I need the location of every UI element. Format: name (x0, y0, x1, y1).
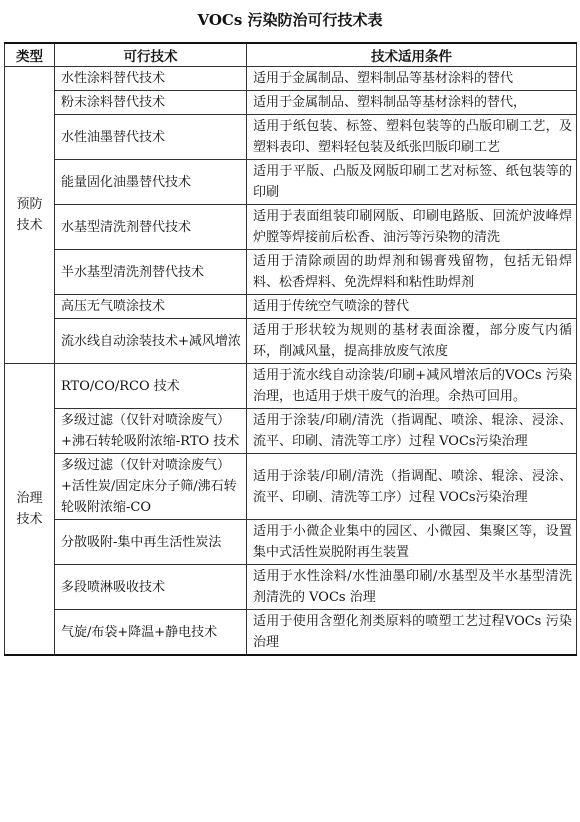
table-row (5, 565, 577, 610)
conditions-cell: 适用于传统空气喷涂的替代 (247, 295, 577, 319)
conditions-cell: 适用于使用含塑化剂类原料的喷塑工艺过程VOCs 污染治理 (247, 610, 577, 656)
conditions-cell: 适用于涂装/印刷/清洗（指调配、喷涂、辊涂、浸涂、流平、印刷、清洗等工序）过程 VOCs污染治理 (247, 409, 577, 454)
table-row (5, 295, 577, 319)
table-row (5, 91, 577, 115)
technology-cell: 多级过滤（仅针对喷涂废气）+活性炭/固定床分子筛/沸石转轮吸附浓缩-CO (55, 454, 247, 520)
technology-cell: RTO/CO/RCO 技术 (55, 364, 247, 409)
header-category: 类型 (5, 43, 55, 67)
category-cell: 预防 技术 (5, 67, 55, 364)
table-row (5, 364, 577, 409)
technology-cell: 分散吸附-集中再生活性炭法 (55, 520, 247, 565)
conditions-cell: 适用于小微企业集中的园区、小微园、集聚区等，设置集中式活性炭脱附再生装置 (247, 520, 577, 565)
conditions-cell: 适用于金属制品、塑料制品等基材涂料的替代， (247, 91, 577, 115)
technology-table (4, 42, 577, 656)
technology-cell: 粉末涂料替代技术 (55, 91, 247, 115)
header-conditions: 技术适用条件 (247, 43, 577, 67)
conditions-cell: 适用于形状较为规则的基材表面涂覆，部分废气内循环，削减风量，提高排放废气浓度 (247, 319, 577, 364)
table-row (5, 319, 577, 364)
table-row (5, 67, 577, 91)
conditions-cell: 适用于平版、凸版及网版印刷工艺对标签、纸包装等的印刷 (247, 160, 577, 205)
table-row (5, 610, 577, 656)
table-row (5, 520, 577, 565)
conditions-cell: 适用于表面组装印刷网版、印刷电路版、回流炉波峰焊炉膛等焊接前后松香、油污等污染物的清洗 (247, 205, 577, 250)
technology-cell: 多段喷淋吸收技术 (55, 565, 247, 610)
table-row (5, 454, 577, 520)
table-row (5, 250, 577, 295)
technology-cell: 高压无气喷涂技术 (55, 295, 247, 319)
technology-cell: 能量固化油墨替代技术 (55, 160, 247, 205)
table-row (5, 115, 577, 160)
conditions-cell: 适用于清除顽固的助焊剂和锡膏残留物，包括无铅焊料、松香焊料、免洗焊料和粘性助焊剂 (247, 250, 577, 295)
conditions-cell: 适用于流水线自动涂装/印刷+减风增浓后的VOCs 污染治理，也适用于烘干废气的治理。余热可回用。 (247, 364, 577, 409)
conditions-cell: 适用于涂装/印刷/清洗（指调配、喷涂、辊涂、浸涂、流平、印刷、清洗等工序）过程 VOCs污染治理 (247, 454, 577, 520)
table-body (5, 67, 577, 656)
technology-cell: 半水基型清洗剂替代技术 (55, 250, 247, 295)
table-row (5, 205, 577, 250)
header-technology: 可行技术 (55, 43, 247, 67)
conditions-cell: 适用于金属制品、塑料制品等基材涂料的替代 (247, 67, 577, 91)
technology-cell: 水性涂料替代技术 (55, 67, 247, 91)
conditions-cell: 适用于纸包装、标签、塑料包装等的凸版印刷工艺，及塑料表印、塑料轻包装及纸张凹版印刷工艺 (247, 115, 577, 160)
technology-cell: 多级过滤（仅针对喷涂废气）+沸石转轮吸附浓缩-RTO 技术 (55, 409, 247, 454)
technology-cell: 水性油墨替代技术 (55, 115, 247, 160)
conditions-cell: 适用于水性涂料/水性油墨印刷/水基型及半水基型清洗剂清洗的 VOCs 治理 (247, 565, 577, 610)
table-row (5, 160, 577, 205)
table-row (5, 409, 577, 454)
category-cell: 治理 技术 (5, 364, 55, 656)
header-row (5, 43, 577, 67)
technology-cell: 气旋/布袋+降温+静电技术 (55, 610, 247, 656)
technology-cell: 水基型清洗剂替代技术 (55, 205, 247, 250)
technology-cell: 流水线自动涂装技术+减风增浓 (55, 319, 247, 364)
table-title: VOCs 污染防治可行技术表 (197, 11, 383, 29)
